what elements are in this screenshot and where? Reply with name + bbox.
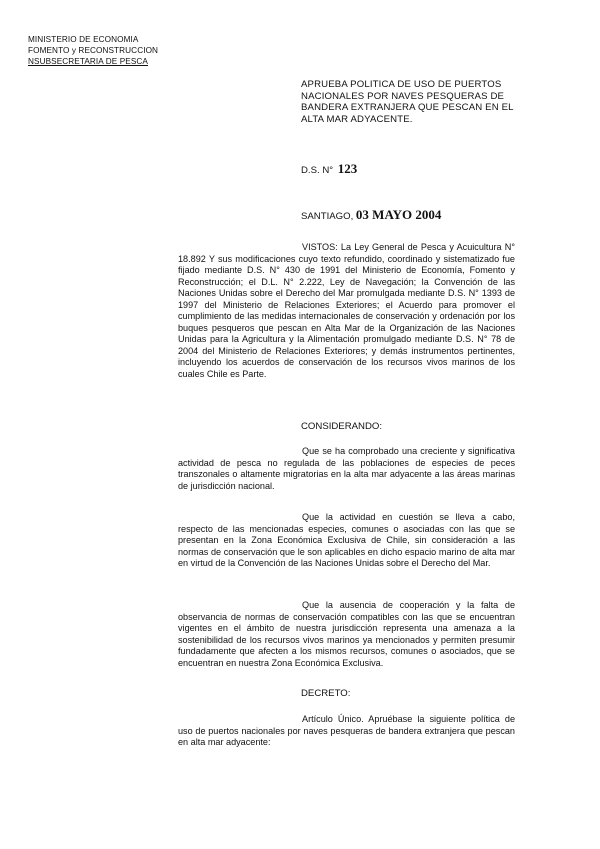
issuing-organization (28, 34, 158, 67)
considerando-text-3: Que la ausencia de cooperación y la falta de observancia de normas de conservación compatibles con las que se encuentran vigentes en el ámbito de nuestra jurisdicción representa una amenaza a la sostenibilidad de los recursos vivos marinos ya mencionados y permiten presumir fundadamente que afecten a los mismos recursos, comunes o asociados, que se encuentran en nuestra Zona Económica Exclusiva. (178, 600, 515, 668)
decree-number: 123 (337, 161, 358, 176)
decree-number-line (301, 162, 357, 177)
articulo-unico-text: Artículo Único. Apruébase la siguiente política de uso de puertos nacionales por naves pesqueras de bandera extranjera que pescan en alta mar adyacente: (178, 714, 515, 747)
considerando-paragraph-3 (178, 600, 515, 669)
considerando-text-2: Que la actividad en cuestión se lleva a cabo, respecto de las mencionadas especies, comunes o asociadas con las que se presentan en la Zona Económica Exclusiva de Chile, sin consideración a las normas de conservación que le son aplicables en dicho espacio marino de alta mar en virtud de la Convención de las Naciones Unidas sobre el Derecho del Mar. (178, 512, 515, 568)
decreto-heading: DECRETO: (301, 688, 351, 699)
decree-date: 03 MAYO 2004 (355, 207, 442, 222)
org-ministry-sub: FOMENTO y RECONSTRUCCION (28, 46, 159, 55)
org-subsecretaria: NSUBSECRETARIA DE PESCA (28, 57, 148, 66)
decree-number-label: D.S. N° (301, 165, 334, 176)
articulo-unico-paragraph (178, 714, 515, 749)
vistos-text: VISTOS: La Ley General de Pesca y Acuicultura N° 18.892 Y sus modificaciones cuyo texto refundido, coordinado y sistematizado fue fijado mediante D.S. N° 430 de 1991 del Ministerio de Economía, Fomento y Reconstrucción; el D.L. N° 2.222, Ley de Navegación; la Convención de las Naciones Unidas sobre el Derecho del Mar promulgada mediante D.S. N° 1393 de 1997 del Ministerio de Relaciones Exteriores; el Acuerdo para promover el cumplimiento de las medidas internacionales de conservación y ordenación por los buques pesqueros que pescan en Alta Mar de la Organización de las Naciones Unidas para la Agricultura y la Alimentación promulgado mediante D.S. N° 78 de 2004 del Ministerio de Relaciones Exteriores; y demás instrumentos pertinentes, incluyendo los acuerdos de conservación de los recursos vivos marinos de los cuales Chile es Parte. (178, 242, 515, 379)
decree-date-line (301, 208, 441, 223)
decree-place: SANTIAGO, (301, 211, 354, 222)
decree-subject: APRUEBA POLITICA DE USO DE PUERTOS NACIONALES POR NAVES PESQUERAS DE BANDERA EXTRANJERA QUE PESCAN EN EL ALTA MAR ADYACENTE. (301, 79, 514, 125)
considerando-text-1: Que se ha comprobado una creciente y significativa actividad de pesca no regulada de las poblaciones de especies de peces transzonales o altamente migratorias en la alta mar adyacente a las áreas marinas de jurisdicción nacional. (178, 446, 515, 491)
considerando-paragraph-2 (178, 512, 515, 570)
org-ministry: MINISTERIO DE ECONOMIA (28, 35, 139, 44)
vistos-paragraph (178, 242, 515, 380)
considerando-paragraph-1 (178, 446, 515, 492)
considerando-heading: CONSIDERANDO: (301, 421, 383, 432)
